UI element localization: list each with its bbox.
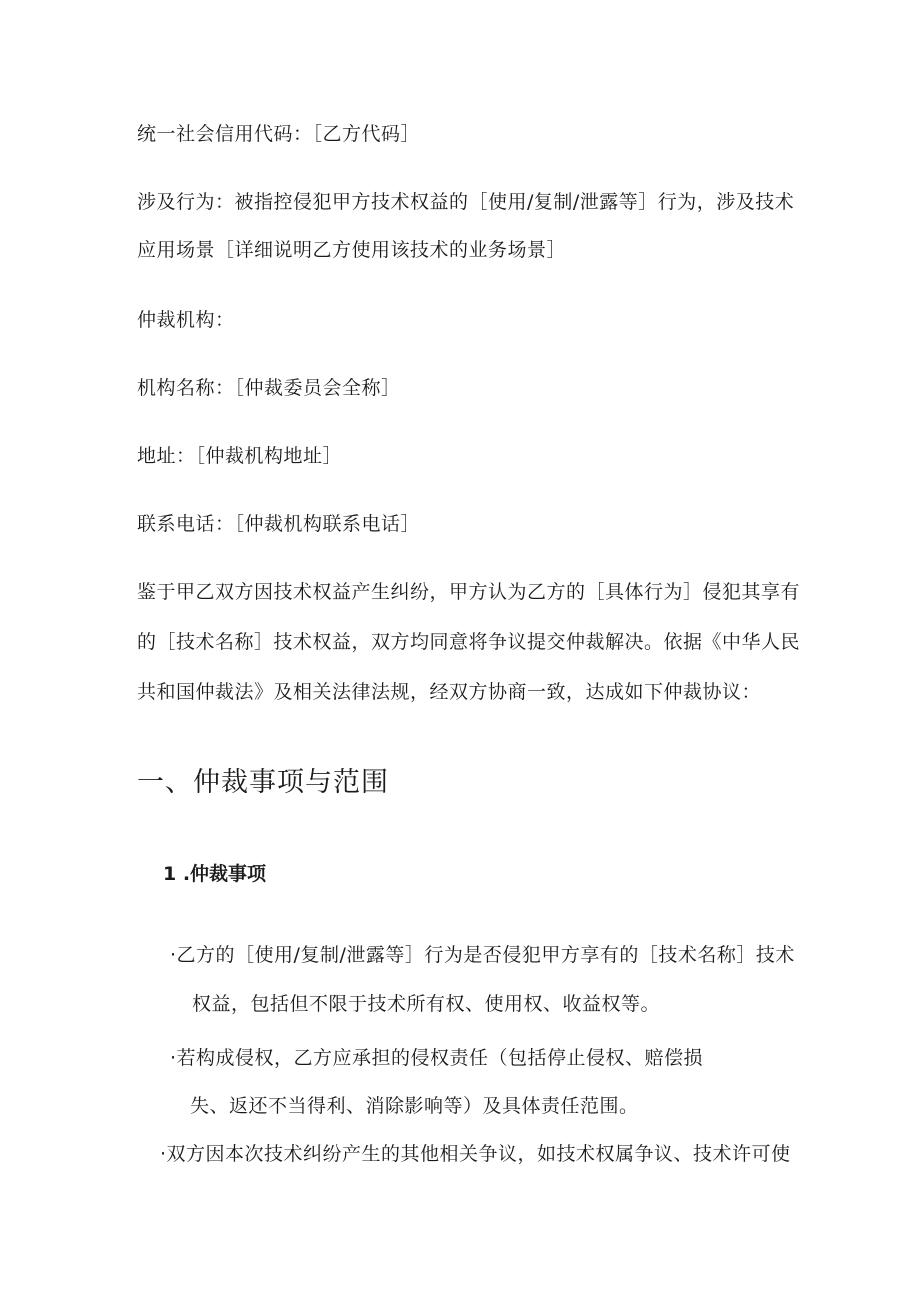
bullet-1-line-2: 权益，包括但不限于技术所有权、使用权、收益权等。 [192, 993, 661, 1015]
involved-behavior-line-2: 应用场景［详细说明乙方使用该技术的业务场景］ [137, 239, 567, 261]
section-subtitle: 1 .仲裁事项 [163, 863, 267, 885]
org-name-line: 机构名称：［仲裁委员会全称］ [137, 377, 401, 399]
arbitration-org-label: 仲裁机构： [137, 309, 235, 331]
preamble-line-2: 的［技术名称］技术权益，双方均同意将争议提交仲裁解决。依据《中华人民 [137, 631, 801, 653]
section-title: 一、仲裁事项与范围 [137, 767, 389, 798]
bullet-3-line-1: ·双方因本次技术纠纷产生的其他相关争议，如技术权属争议、技术许可使 [160, 1143, 791, 1165]
preamble-line-3: 共和国仲裁法》及相关法律法规，经双方协商一致，达成如下仲裁协议： [137, 681, 762, 703]
bullet-2-line-2: 失、返还不当得利、消除影响等）及具体责任范围。 [190, 1095, 639, 1117]
preamble-line-1: 鉴于甲乙双方因技术权益产生纠纷，甲方认为乙方的［具体行为］侵犯其享有 [137, 581, 801, 603]
credit-code-line: 统一社会信用代码：［乙方代码］ [137, 123, 421, 145]
bullet-1-line-1: ·乙方的［使用/复制/泄露等］行为是否侵犯甲方享有的［技术名称］技术 [170, 944, 795, 966]
involved-behavior-line-1: 涉及行为：被指控侵犯甲方技术权益的［使用/复制/泄露等］行为，涉及技术 [137, 191, 795, 213]
phone-line: 联系电话：［仲裁机构联系电话］ [137, 513, 421, 535]
bullet-2-line-1: ·若构成侵权，乙方应承担的侵权责任（包括停止侵权、赔偿损 [170, 1047, 704, 1069]
address-line: 地址：［仲裁机构地址］ [137, 445, 343, 467]
